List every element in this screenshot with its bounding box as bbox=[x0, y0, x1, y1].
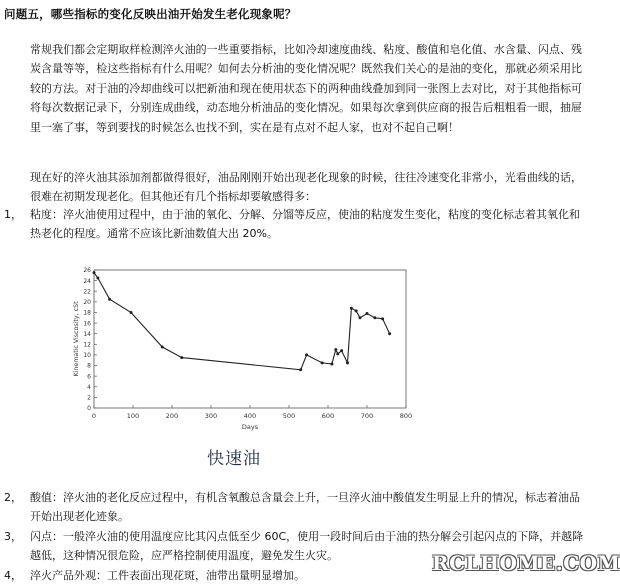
list-item-number: 3， bbox=[4, 530, 22, 543]
data-point bbox=[388, 332, 391, 335]
list-item-viscosity bbox=[4, 205, 584, 244]
data-point bbox=[330, 362, 333, 365]
y-tick-label: 18 bbox=[83, 309, 91, 317]
data-point bbox=[161, 345, 164, 348]
data-point bbox=[108, 298, 111, 301]
data-point bbox=[130, 311, 133, 314]
data-point bbox=[346, 361, 349, 364]
x-tick-label: 200 bbox=[165, 412, 179, 420]
data-point bbox=[93, 271, 96, 274]
question-title: 问题五，哪些指标的变化反映出油开始发生老化现象呢？ bbox=[4, 7, 297, 21]
viscosity-chart bbox=[70, 262, 413, 434]
paragraph-intro: 常规我们都会定期取样检测淬火油的一些重要指标，比如冷却速度曲线、粘度、酸值和皂化值、水含量、闪点、残炭含量等等，检这些指标有什么用呢？如何去分析油的变化情况呢？既然我们关心的是油的变化，那就必须采用比较的方法。对于油的冷却曲线可以把新油和现在使用状态下的两种曲线叠加到同一张图上去对比，对于其他指标可将每次数据记录下，分别连成曲线，动态地分析油品的变化情况。如果每次拿到供应商的报告后粗粗看一眼，抽屉里一塞了事，等到要找的时候怎么也找不到，实在是有点对不起人家，也对不起自己啊！ bbox=[30, 43, 582, 134]
y-tick-label: 26 bbox=[83, 267, 91, 275]
data-point bbox=[381, 317, 384, 320]
x-tick-label: 700 bbox=[360, 412, 374, 420]
x-tick-label: 500 bbox=[282, 412, 296, 420]
series-line bbox=[94, 273, 390, 370]
list-item-number: 2， bbox=[4, 491, 22, 504]
data-point bbox=[350, 307, 353, 310]
chart-caption: 快速油 bbox=[207, 449, 261, 469]
x-axis-label: Days bbox=[241, 423, 259, 431]
paragraph-additives: 现在好的淬火油其添加剂都做得很好，油品刚刚开始出现老化现象的时候，往往冷速变化非常小，光看曲线的话，很难在初期发现老化。但其他还有几个指标却要敏感得多： bbox=[30, 171, 582, 204]
y-tick-label: 14 bbox=[83, 330, 91, 338]
x-tick-label: 600 bbox=[321, 412, 335, 420]
y-tick-label: 10 bbox=[83, 352, 91, 360]
data-point bbox=[305, 353, 308, 356]
x-tick-label: 300 bbox=[204, 412, 218, 420]
list-item-number: 1， bbox=[4, 208, 22, 221]
y-axis-label: Kinematic Viscosity, cSt bbox=[73, 301, 80, 377]
y-tick-label: 0 bbox=[87, 405, 91, 413]
y-tick-label: 22 bbox=[83, 288, 91, 296]
x-tick-label: 800 bbox=[399, 412, 413, 420]
y-tick-label: 8 bbox=[87, 362, 91, 370]
x-tick-label: 400 bbox=[243, 412, 257, 420]
x-tick-label: 100 bbox=[126, 412, 140, 420]
data-point bbox=[358, 316, 361, 319]
y-tick-label: 24 bbox=[83, 277, 91, 285]
y-tick-label: 2 bbox=[87, 394, 91, 402]
data-point bbox=[340, 349, 343, 352]
y-tick-label: 4 bbox=[87, 383, 91, 391]
list-item-number: 4， bbox=[4, 569, 22, 582]
list-item-acid-value bbox=[4, 488, 584, 527]
watermark: RCLHOME.COM bbox=[432, 551, 620, 575]
list-item-text: 酸值：淬火油的老化反应过程中，有机含氧酸总含量会上升，一旦淬火油中酸值发生明显上升的情况，标志着油品开始出现老化迹象。 bbox=[30, 491, 580, 524]
y-tick-label: 20 bbox=[83, 299, 91, 307]
data-point bbox=[334, 348, 337, 351]
x-tick-label: 0 bbox=[91, 412, 97, 420]
data-point bbox=[180, 356, 183, 359]
data-point bbox=[355, 309, 358, 312]
viscosity-chart-svg bbox=[70, 262, 413, 434]
data-point bbox=[299, 368, 302, 371]
data-point bbox=[373, 316, 376, 319]
list-item-text: 闪点：一般淬火油的使用温度应比其闪点低至少 60C，使用一段时间后由于油的热分解会引起闪点的下降，并越降越低，这种情况很危险，应严格控制使用温度，避免发生火灾。 bbox=[30, 530, 584, 563]
list-item-text: 淬火产品外观：工件表面出现花斑，油带出量明显增加。 bbox=[30, 569, 305, 582]
data-point bbox=[336, 352, 339, 355]
list-item-text: 粘度：淬火油使用过程中，由于油的氧化、分解、分馏等反应，使油的粘度发生变化，粘度的变化标志着其氧化和热老化的程度。通常不应该比新油数值大出 20%。 bbox=[30, 208, 580, 241]
y-tick-label: 6 bbox=[87, 373, 91, 381]
data-point bbox=[321, 361, 324, 364]
plot-frame bbox=[94, 270, 406, 408]
y-tick-label: 12 bbox=[83, 341, 91, 349]
data-point bbox=[96, 276, 99, 279]
y-tick-label: 16 bbox=[83, 320, 91, 328]
data-point bbox=[366, 312, 369, 315]
